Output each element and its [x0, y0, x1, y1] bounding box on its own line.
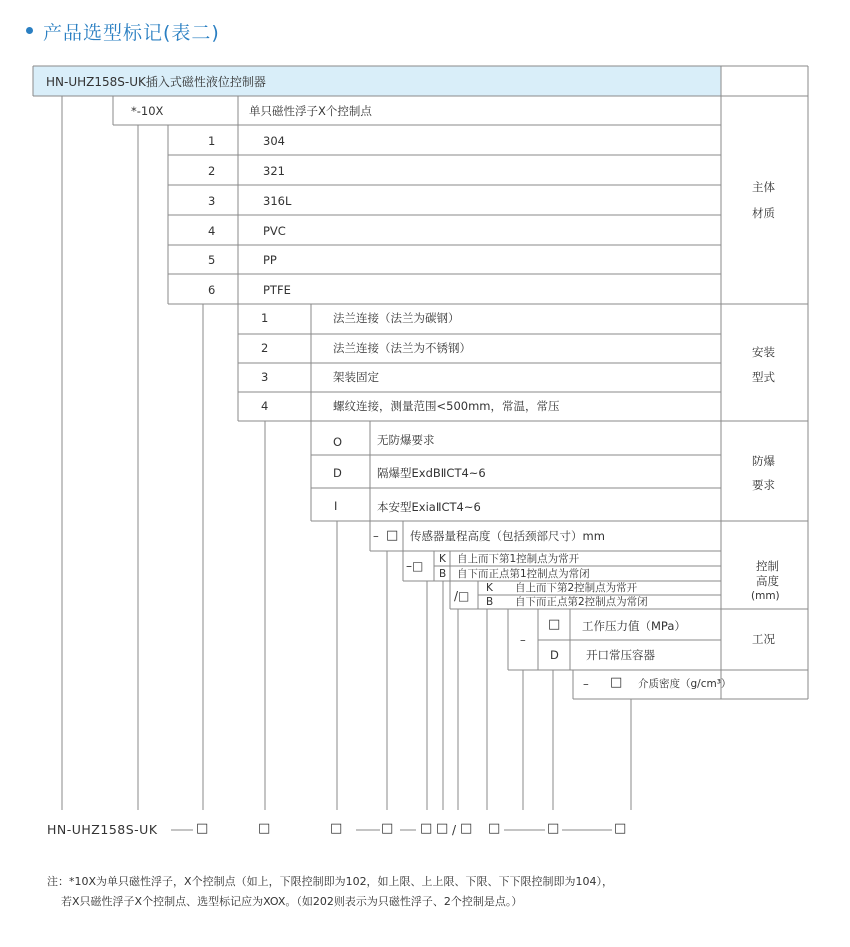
- medium-name: 介质密度（g/cm³）: [638, 678, 732, 690]
- material-name: PVC: [263, 224, 286, 238]
- model-segment-box: □: [488, 821, 501, 836]
- explosion-name: 隔爆型ExdBⅡCT4~6: [377, 466, 486, 480]
- mounting-label-1: 安装: [752, 345, 775, 359]
- condition-label: 工况: [752, 632, 775, 646]
- model-segment-box: □: [196, 821, 209, 836]
- explosion-code: O: [333, 435, 343, 449]
- point2-code: B: [486, 596, 494, 608]
- model-segment-box: □: [460, 821, 473, 836]
- mounting-name: 架装固定: [333, 370, 379, 384]
- model-segment-box: □: [436, 821, 449, 836]
- material-code: 1: [208, 134, 216, 148]
- base-code: *-10X: [131, 104, 164, 118]
- base-desc: 单只磁性浮子X个控制点: [249, 104, 372, 118]
- height-range-text: 传感器量程高度（包括颈部尺寸）mm: [410, 529, 605, 543]
- explosion-code: D: [333, 466, 342, 480]
- mounting-code: 2: [261, 341, 269, 355]
- mounting-label-2: 型式: [752, 370, 775, 384]
- model-segment-box: □: [258, 821, 271, 836]
- material-name: 304: [263, 134, 285, 148]
- material-name: PP: [263, 253, 277, 267]
- height-dash: –: [373, 529, 379, 543]
- explosion-code: I: [334, 499, 338, 513]
- height-label-3: (mm): [751, 590, 780, 602]
- page-title-text: 产品选型标记(表二): [43, 22, 220, 44]
- condition-name: 开口常压容器: [586, 648, 655, 662]
- point1-name: 自上而下第1控制点为常开: [457, 553, 580, 565]
- explosion-name: 无防爆要求: [377, 433, 435, 447]
- point2-code: K: [486, 582, 493, 594]
- medium-dash: –: [583, 677, 589, 691]
- model-segment-box: □: [381, 821, 394, 836]
- explosion-name: 本安型ExiaⅡCT4~6: [377, 500, 481, 514]
- material-code: 2: [208, 164, 216, 178]
- point1-code: K: [439, 553, 446, 565]
- condition-code: □: [548, 617, 561, 632]
- point2-prefix: /□: [454, 589, 470, 603]
- material-code: 3: [208, 194, 216, 208]
- condition-name: 工作压力值（MPa）: [582, 619, 686, 633]
- point2-name: 自上而下第2控制点为常开: [515, 582, 638, 594]
- medium-box: □: [610, 675, 623, 690]
- condition-dash: –: [520, 633, 526, 647]
- mounting-code: 1: [261, 311, 269, 325]
- explosion-label-1: 防爆: [752, 454, 775, 468]
- note-line: 注：*10X为单只磁性浮子，X个控制点（如上，下限控制即为102，如上限、上上限、下限、下下限控制即为104），: [47, 875, 614, 888]
- material-label-2: 材质: [752, 206, 775, 220]
- material-code: 5: [208, 253, 216, 267]
- model-segment-box: □: [420, 821, 433, 836]
- mounting-code: 4: [261, 399, 269, 413]
- explosion-label-2: 要求: [752, 478, 775, 492]
- height-box: □: [386, 528, 399, 543]
- height-label-2: 高度: [756, 574, 779, 588]
- point2-name: 自下而正点第2控制点为常闭: [515, 596, 648, 608]
- model-segment-box: □: [547, 821, 560, 836]
- note-line: 若X只磁性浮子X个控制点、选型标记应为XOX。（如202则表示为只磁性浮子、2个控制是点。）: [61, 895, 523, 908]
- material-code: 6: [208, 283, 216, 297]
- mounting-name: 法兰连接（法兰为碳钢）: [333, 311, 460, 325]
- material-name: 321: [263, 164, 285, 178]
- point1-name: 自下而正点第1控制点为常闭: [457, 568, 590, 580]
- material-label-1: 主体: [752, 180, 775, 194]
- model-code: HN-UHZ158S-UK: [47, 822, 158, 837]
- model-segment-slash: /: [452, 823, 457, 837]
- model-segment-box: □: [330, 821, 343, 836]
- mounting-name: 螺纹连接，测量范围<500mm，常温，常压: [333, 399, 560, 413]
- mounting-code: 3: [261, 370, 269, 384]
- material-name: 316L: [263, 194, 292, 208]
- model-segment-box: □: [614, 821, 627, 836]
- point1-prefix: –□: [406, 559, 424, 573]
- header-title: HN-UHZ158S-UK插入式磁性液位控制器: [46, 75, 266, 89]
- mounting-name: 法兰连接（法兰为不锈钢）: [333, 341, 471, 355]
- height-label-1: 控制: [756, 559, 779, 573]
- condition-code: D: [550, 648, 559, 662]
- point1-code: B: [439, 568, 447, 580]
- material-name: PTFE: [263, 283, 291, 297]
- material-code: 4: [208, 224, 216, 238]
